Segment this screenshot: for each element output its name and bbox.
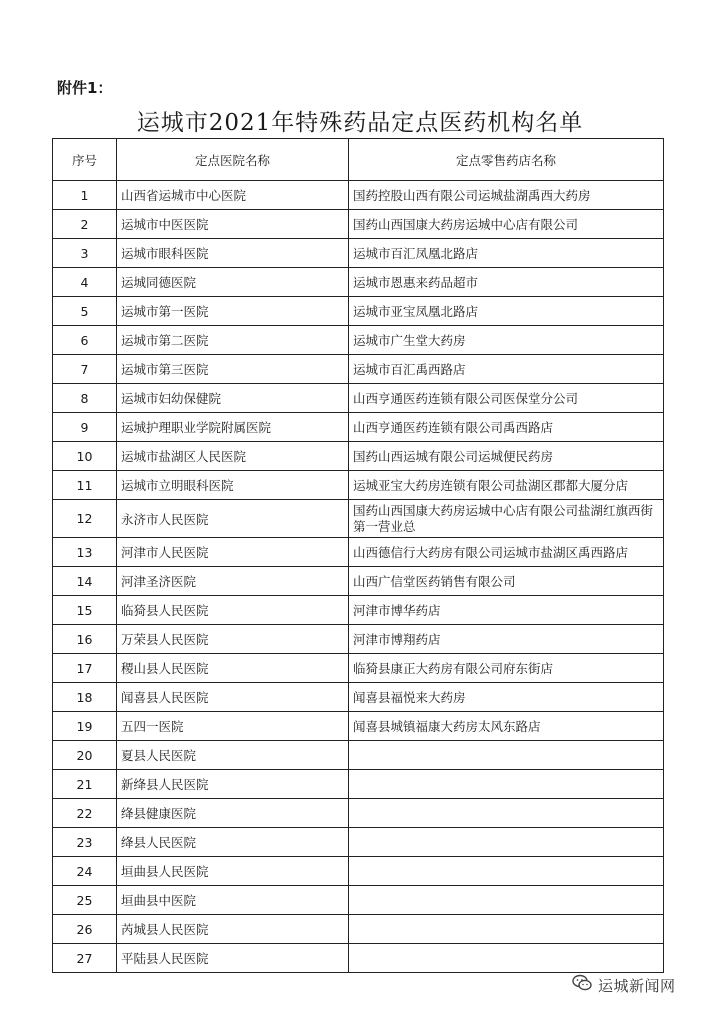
row-number: 13: [53, 538, 117, 567]
table-row: [53, 471, 664, 500]
table-row: [53, 683, 664, 712]
pharmacy-name: 国药山西国康大药房运城中心店有限公司盐湖红旗西街第一营业总: [349, 500, 664, 538]
attachment-label: 附件1：: [57, 79, 113, 97]
table-row: [53, 181, 664, 210]
row-number: 15: [53, 596, 117, 625]
row-number: 9: [53, 413, 117, 442]
row-number: 5: [53, 297, 117, 326]
pharmacy-name: 运城市恩惠来药品超市: [349, 268, 664, 297]
row-number: 18: [53, 683, 117, 712]
pharmacy-name: [349, 799, 664, 828]
row-number: 22: [53, 799, 117, 828]
hospital-name: 夏县人民医院: [117, 741, 349, 770]
row-number: 12: [53, 500, 117, 538]
table-row: [53, 712, 664, 741]
row-number: 3: [53, 239, 117, 268]
table-row: [53, 239, 664, 268]
pharmacy-name: 运城市百汇凤凰北路店: [349, 239, 664, 268]
table-row: [53, 210, 664, 239]
row-number: 21: [53, 770, 117, 799]
table-row: [53, 799, 664, 828]
pharmacy-name: 临猗县康正大药房有限公司府东街店: [349, 654, 664, 683]
table-row: [53, 442, 664, 471]
pharmacy-name: 国药山西国康大药房运城中心店有限公司: [349, 210, 664, 239]
table-row: [53, 355, 664, 384]
row-number: 7: [53, 355, 117, 384]
row-number: 24: [53, 857, 117, 886]
row-number: 8: [53, 384, 117, 413]
pharmacy-name: 闻喜县城镇福康大药房太风东路店: [349, 712, 664, 741]
row-number: 2: [53, 210, 117, 239]
hospital-name: 运城市立明眼科医院: [117, 471, 349, 500]
row-number: 23: [53, 828, 117, 857]
table-row: [53, 915, 664, 944]
table-row: [53, 741, 664, 770]
row-number: 17: [53, 654, 117, 683]
table-row: [53, 567, 664, 596]
hospital-name: 运城市第三医院: [117, 355, 349, 384]
hospital-name: 运城同德医院: [117, 268, 349, 297]
hospital-name: 芮城县人民医院: [117, 915, 349, 944]
row-number: 1: [53, 181, 117, 210]
hospital-name: 运城市眼科医院: [117, 239, 349, 268]
pharmacy-name: 运城亚宝大药房连锁有限公司盐湖区郡都大厦分店: [349, 471, 664, 500]
row-number: 20: [53, 741, 117, 770]
table-row: [53, 596, 664, 625]
hospital-name: 山西省运城市中心医院: [117, 181, 349, 210]
hospital-name: 闻喜县人民医院: [117, 683, 349, 712]
table-row: [53, 886, 664, 915]
wechat-icon: [572, 974, 592, 996]
table-row: [53, 268, 664, 297]
pharmacy-name: 运城市亚宝凤凰北路店: [349, 297, 664, 326]
pharmacy-name: 山西亨通医药连锁有限公司禹西路店: [349, 413, 664, 442]
table-row: [53, 500, 664, 538]
hospital-name: 运城市妇幼保健院: [117, 384, 349, 413]
pharmacy-name: [349, 741, 664, 770]
pharmacy-name: 山西亨通医药连锁有限公司医保堂分公司: [349, 384, 664, 413]
institution-table: [52, 138, 664, 973]
row-number: 11: [53, 471, 117, 500]
table-row: [53, 654, 664, 683]
table-row: [53, 944, 664, 973]
hospital-name: 运城市第一医院: [117, 297, 349, 326]
hospital-name: 稷山县人民医院: [117, 654, 349, 683]
hospital-name: 垣曲县中医院: [117, 886, 349, 915]
hospital-name: 万荣县人民医院: [117, 625, 349, 654]
pharmacy-name: 国药山西运城有限公司运城便民药房: [349, 442, 664, 471]
pharmacy-name: 山西广信堂医药销售有限公司: [349, 567, 664, 596]
row-number: 27: [53, 944, 117, 973]
pharmacy-name: 河津市博翔药店: [349, 625, 664, 654]
pharmacy-name: 山西德信行大药房有限公司运城市盐湖区禹西路店: [349, 538, 664, 567]
row-number: 6: [53, 326, 117, 355]
row-number: 14: [53, 567, 117, 596]
row-number: 26: [53, 915, 117, 944]
table-row: [53, 770, 664, 799]
table-row: [53, 326, 664, 355]
pharmacy-name: [349, 857, 664, 886]
table-row: [53, 384, 664, 413]
hospital-name: 运城护理职业学院附属医院: [117, 413, 349, 442]
table-row: [53, 538, 664, 567]
pharmacy-name: 国药控股山西有限公司运城盐湖禹西大药房: [349, 181, 664, 210]
hospital-name: 绛县健康医院: [117, 799, 349, 828]
hospital-name: 永济市人民医院: [117, 500, 349, 538]
pharmacy-name: 闻喜县福悦来大药房: [349, 683, 664, 712]
column-header-number: 序号: [53, 139, 117, 181]
table-row: [53, 625, 664, 654]
hospital-name: 绛县人民医院: [117, 828, 349, 857]
watermark: [572, 974, 676, 996]
document-title: 运城市2021年特殊药品定点医药机构名单: [136, 110, 584, 136]
table-row: [53, 413, 664, 442]
row-number: 16: [53, 625, 117, 654]
hospital-name: 河津圣济医院: [117, 567, 349, 596]
column-header-hospital: 定点医院名称: [117, 139, 349, 181]
row-number: 4: [53, 268, 117, 297]
table-row: [53, 828, 664, 857]
pharmacy-name: [349, 770, 664, 799]
hospital-name: 平陆县人民医院: [117, 944, 349, 973]
table-row: [53, 857, 664, 886]
column-header-pharmacy: 定点零售药店名称: [349, 139, 664, 181]
hospital-name: 运城市中医医院: [117, 210, 349, 239]
pharmacy-name: [349, 828, 664, 857]
pharmacy-name: [349, 886, 664, 915]
pharmacy-name: 运城市百汇禹西路店: [349, 355, 664, 384]
row-number: 25: [53, 886, 117, 915]
row-number: 19: [53, 712, 117, 741]
hospital-name: 五四一医院: [117, 712, 349, 741]
hospital-name: 河津市人民医院: [117, 538, 349, 567]
pharmacy-name: [349, 915, 664, 944]
row-number: 10: [53, 442, 117, 471]
table-row: [53, 297, 664, 326]
hospital-name: 运城市第二医院: [117, 326, 349, 355]
pharmacy-name: [349, 944, 664, 973]
table-header-row: [53, 139, 664, 181]
hospital-name: 垣曲县人民医院: [117, 857, 349, 886]
hospital-name: 运城市盐湖区人民医院: [117, 442, 349, 471]
watermark-text: 运城新闻网: [598, 976, 676, 995]
hospital-name: 新绛县人民医院: [117, 770, 349, 799]
hospital-name: 临猗县人民医院: [117, 596, 349, 625]
pharmacy-name: 河津市博华药店: [349, 596, 664, 625]
pharmacy-name: 运城市广生堂大药房: [349, 326, 664, 355]
